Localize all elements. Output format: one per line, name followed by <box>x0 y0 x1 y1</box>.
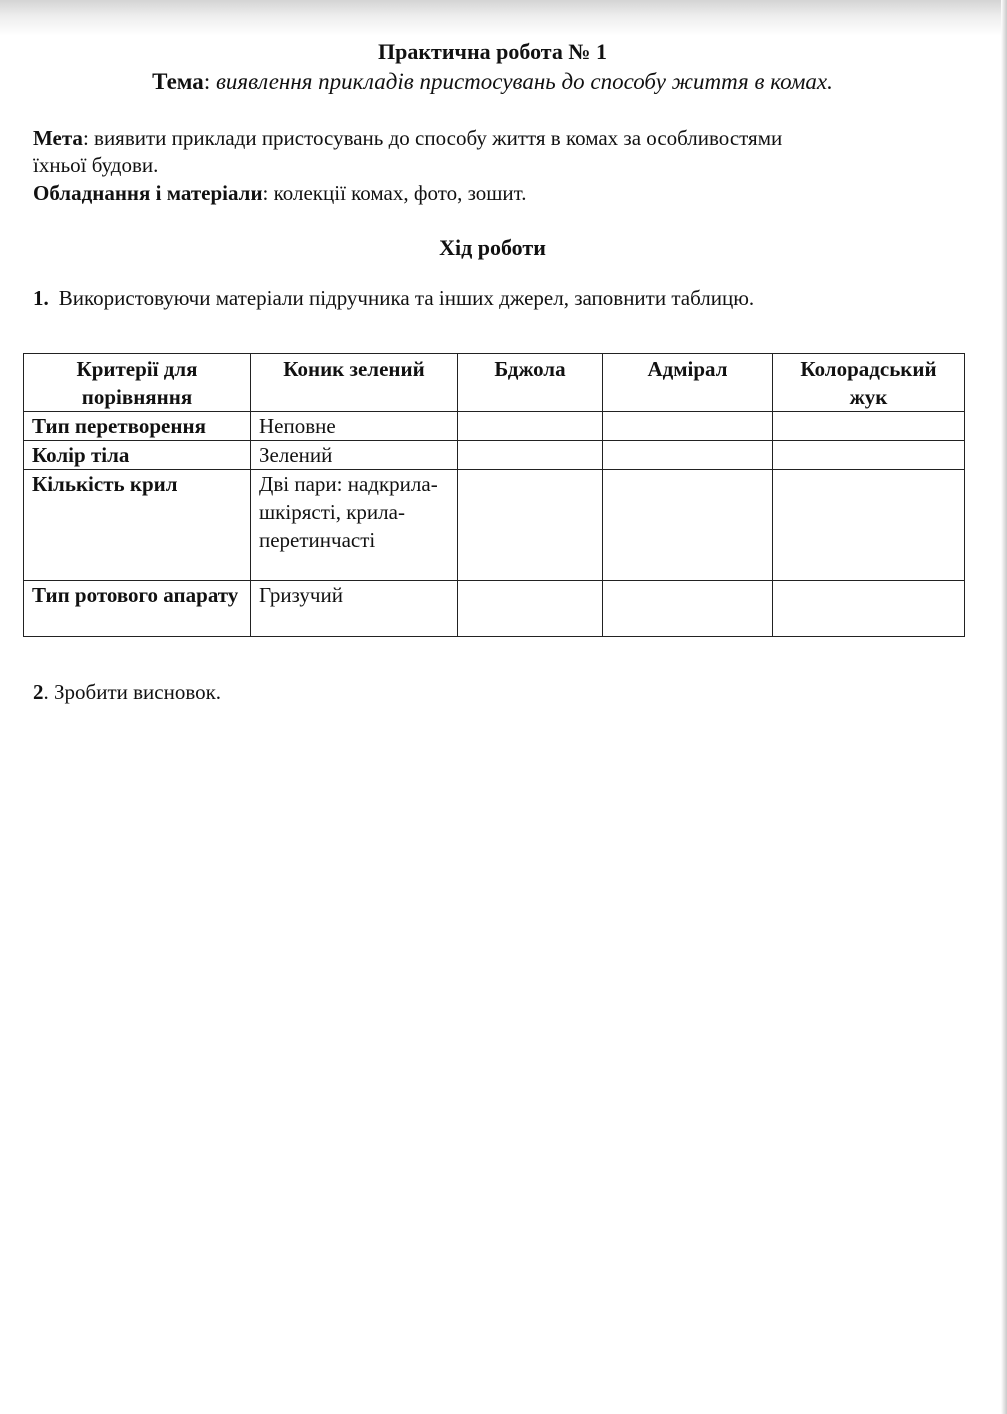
task-1 <box>33 284 754 312</box>
topic-text: виявлення прикладів пристосувань до способу життя в комах. <box>215 69 833 94</box>
table-cell <box>603 470 773 581</box>
topic-colon: : <box>203 69 216 94</box>
table-cell: Дві пари: надкрила-шкірясті, крила-перетинчасті <box>251 470 458 581</box>
task-2-number: 2 <box>33 680 44 704</box>
progress-heading: Хід роботи <box>439 235 546 260</box>
table-header-row <box>24 354 965 412</box>
header-criteria: Критерії для порівняння <box>24 354 251 412</box>
table-cell: Гризучий <box>251 581 458 637</box>
page-title: Практична робота № 1 <box>378 39 607 64</box>
topic-line <box>0 67 985 97</box>
header-col-4: Колорадський жук <box>773 354 965 412</box>
table-cell: Неповне <box>251 412 458 441</box>
table-cell <box>458 412 603 441</box>
table-cell <box>458 470 603 581</box>
comparison-table <box>23 353 965 637</box>
row-criterion: Тип ротового апарату <box>24 581 251 637</box>
equipment-label: Обладнання і матеріали <box>33 181 263 205</box>
table-cell <box>458 581 603 637</box>
row-criterion: Колір тіла <box>24 441 251 470</box>
table-cell <box>773 470 965 581</box>
table-row <box>24 412 965 441</box>
header-col-3: Адмірал <box>603 354 773 412</box>
table-cell: Зелений <box>251 441 458 470</box>
goal-text-1: виявити приклади пристосувань до способу життя в комах за особливостями <box>94 126 783 150</box>
table-cell <box>603 441 773 470</box>
row-criterion: Тип перетворення <box>24 412 251 441</box>
table-cell <box>458 441 603 470</box>
table-row <box>24 581 965 637</box>
page-right-edge <box>1001 0 1007 1414</box>
table-cell <box>773 581 965 637</box>
table-cell <box>603 581 773 637</box>
table-cell <box>773 412 965 441</box>
task-2-text: . Зробити висновок. <box>43 680 222 704</box>
table-cell <box>603 412 773 441</box>
goal-line-1 <box>33 125 782 152</box>
task-1-number: 1. <box>33 286 49 310</box>
equipment-colon: : <box>262 181 274 205</box>
equipment-line <box>33 180 527 207</box>
task-2 <box>33 678 221 706</box>
table-cell <box>773 441 965 470</box>
task-1-text: Використовуючи матеріали підручника та інших джерел, заповнити таблицю. <box>58 286 755 310</box>
row-criterion: Кількість крил <box>24 470 251 581</box>
table-row <box>24 470 965 581</box>
goal-line-2: їхньої будови. <box>33 153 159 177</box>
table-row <box>24 441 965 470</box>
header-col-2: Бджола <box>458 354 603 412</box>
goal-colon: : <box>82 126 95 150</box>
header-col-1: Коник зелений <box>251 354 458 412</box>
equipment-text: колекції комах, фото, зошит. <box>273 181 527 205</box>
topic-label: Тема <box>152 69 204 94</box>
page-top-shadow <box>0 0 1007 36</box>
goal-label: Мета <box>33 126 83 150</box>
